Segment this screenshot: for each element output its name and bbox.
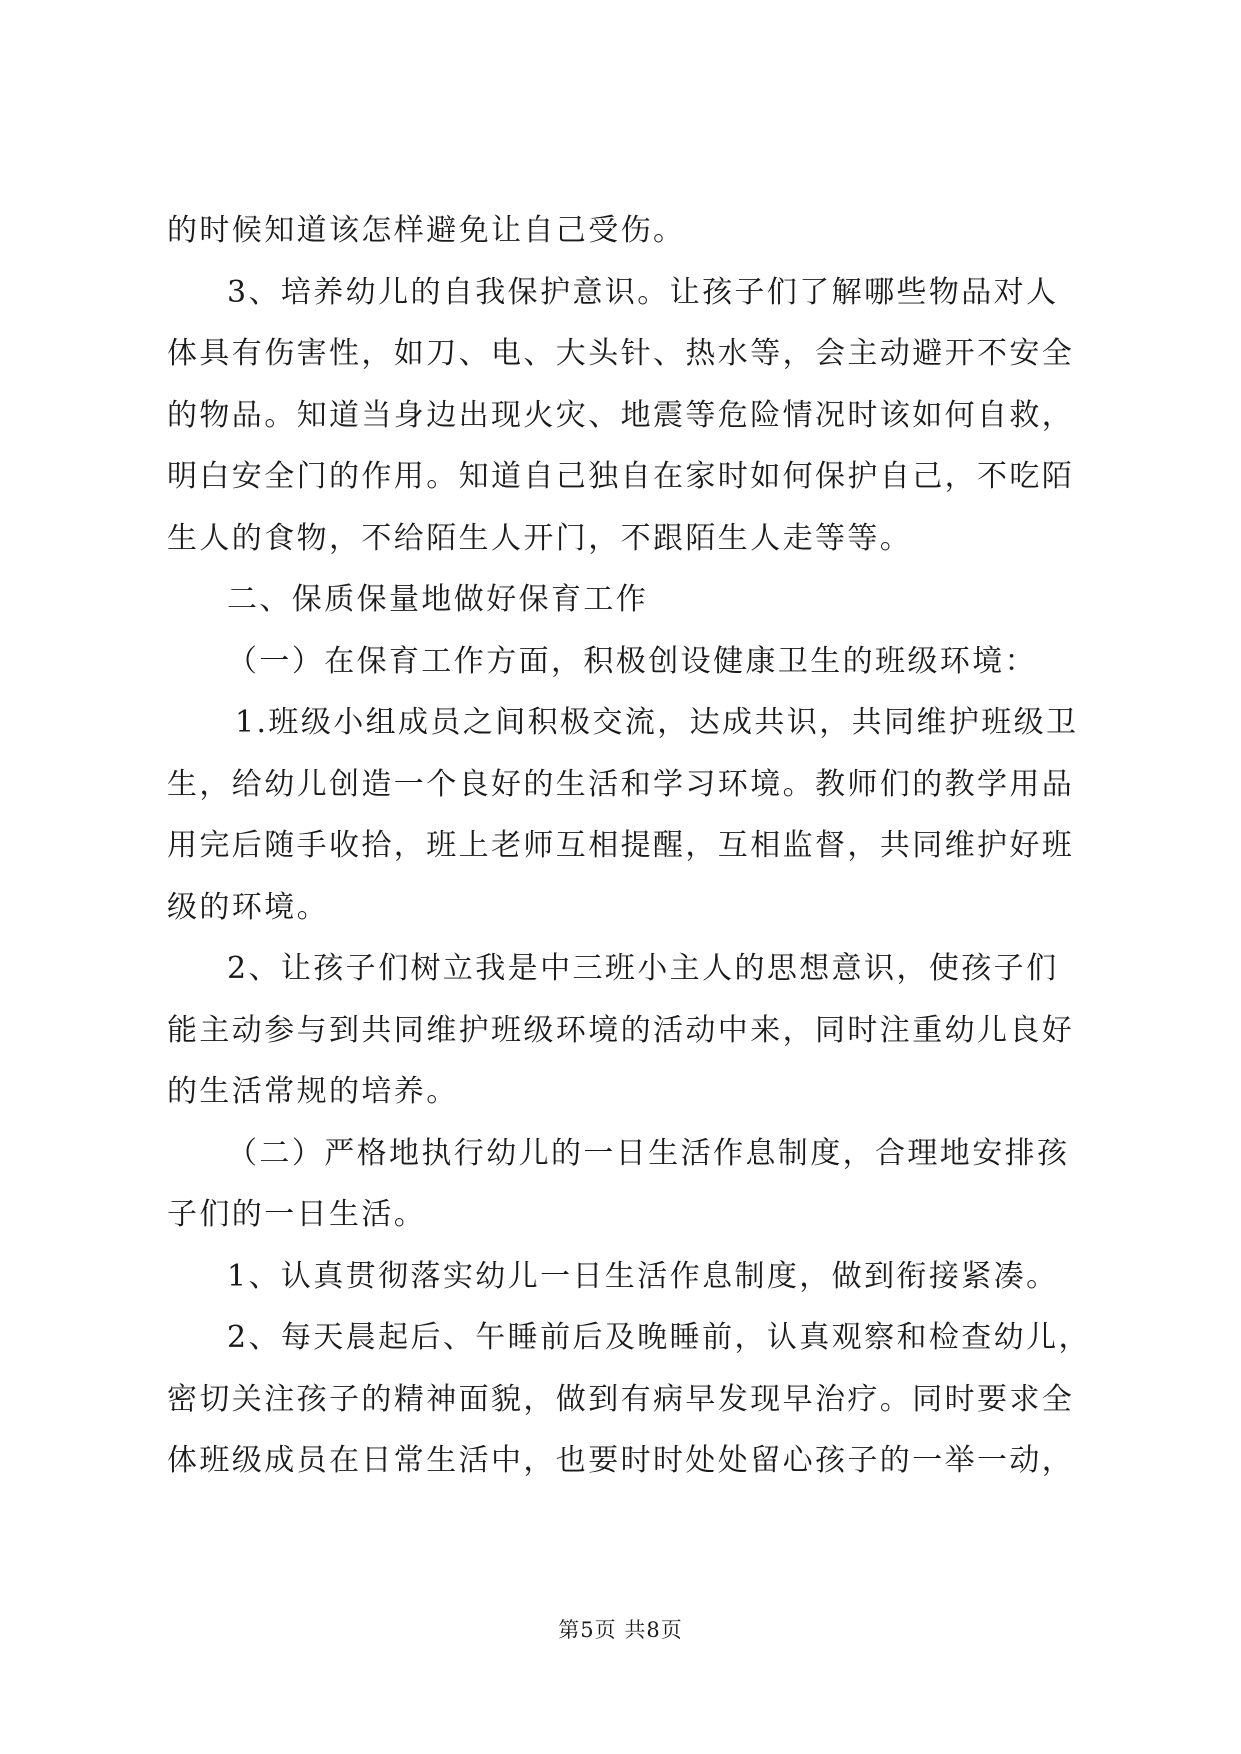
- subsection-heading: （二）严格地执行幼儿的一日生活作息制度，合理地安排孩: [227, 1135, 1070, 1171]
- text-line: 1.班级小组成员之间积极交流，达成共识，共同维护班级卫: [235, 705, 1079, 740]
- text-line: 能主动参与到共同维护班级环境的活动中来，同时注重幼儿良好: [167, 1012, 1075, 1048]
- text-line: 明白安全门的作用。知道自己独自在家时如何保护自己，不吃陌: [167, 459, 1075, 494]
- text-line: 用完后随手收拾，班上老师互相提醒，互相监督，共同维护好班: [167, 828, 1075, 863]
- text-line: 1、认真贯彻落实幼儿一日生活作息制度，做到衔接紧凑。: [227, 1258, 1059, 1294]
- text-line: 的时候知道该怎样避免让自己受伤。: [167, 213, 686, 248]
- document-body: [167, 200, 1091, 1492]
- section-heading: 二、保质保量地做好保育工作: [227, 582, 649, 617]
- text-line: 级的环境。: [167, 889, 329, 925]
- page-number-footer: 第5页 共8页: [558, 1618, 683, 1642]
- text-line: 密切关注孩子的精神面貌，做到有病早发现早治疗。同时要求全: [167, 1381, 1075, 1417]
- subsection-heading: （一）在保育工作方面，积极创设健康卫生的班级环境：: [227, 643, 1037, 679]
- text-line: 体具有伤害性，如刀、电、大头针、热水等，会主动避开不安全: [167, 336, 1075, 371]
- text-line: 2、让孩子们树立我是中三班小主人的思想意识，使孩子们: [227, 951, 1059, 986]
- text-line: 体班级成员在日常生活中，也要时时处处留心孩子的一举一动，: [167, 1443, 1075, 1478]
- text-line: 生人的食物，不给陌生人开门，不跟陌生人走等等。: [167, 520, 913, 556]
- text-line: 3、培养幼儿的自我保护意识。让孩子们了解哪些物品对人: [227, 274, 1059, 310]
- text-line: 的物品。知道当身边出现火灾、地震等危险情况时该如何自救，: [167, 397, 1075, 433]
- text-line: 子们的一日生活。: [167, 1197, 427, 1232]
- text-line: 的生活常规的培养。: [167, 1074, 459, 1109]
- text-line: 2、每天晨起后、午睡前后及晚睡前，认真观察和检查幼儿，: [227, 1320, 1091, 1355]
- text-line: 生，给幼儿创造一个良好的生活和学习环境。教师们的教学用品: [167, 766, 1075, 802]
